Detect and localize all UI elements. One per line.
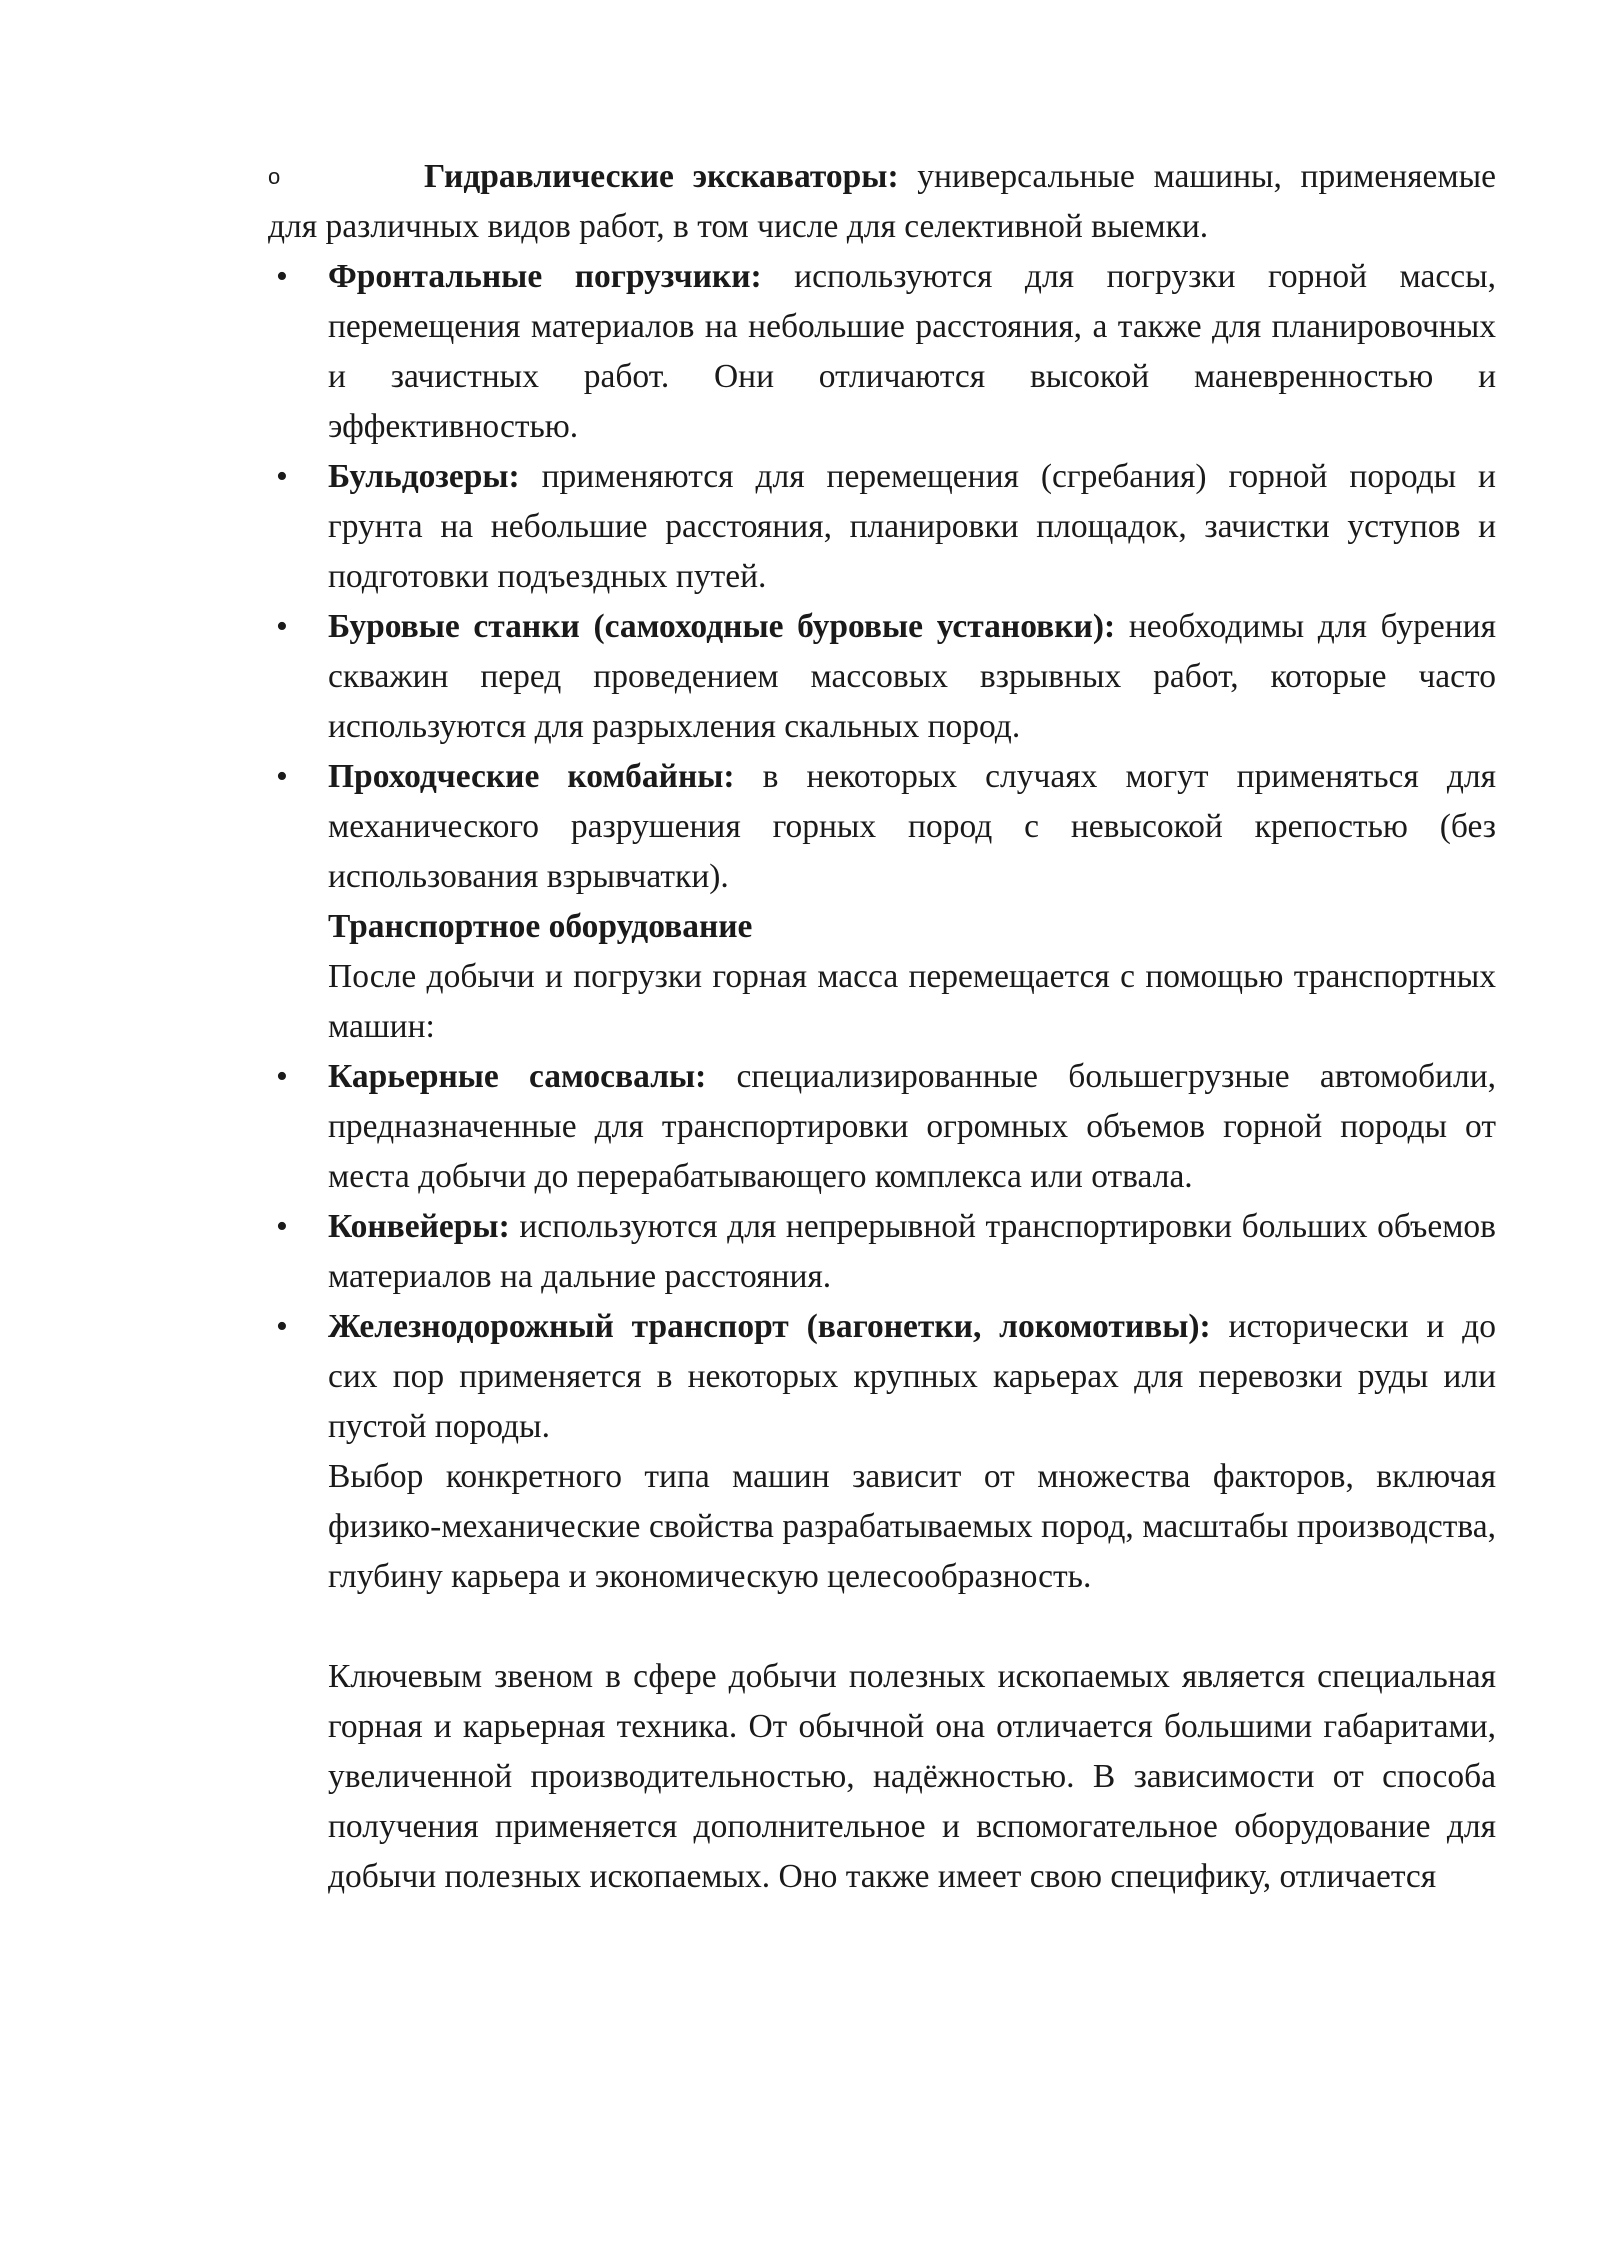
term: Гидравлические экскаваторы: — [424, 158, 899, 195]
description: универсальные машины, применяемые для различных видов работ, в том числе для селективной выемки. — [268, 158, 1496, 245]
list-item-drilling-rigs — [268, 602, 1496, 752]
bullet-icon: • — [276, 1208, 288, 1245]
bullet-icon: • — [276, 458, 288, 495]
description: необходимы для бурения скважин перед проведением массовых взрывных работ, которые часто используются для разрыхления скальных пород. — [328, 608, 1497, 745]
bullet-icon: • — [276, 1308, 288, 1345]
description: используются для непрерывной транспортировки больших объемов материалов на дальние расстояния. — [328, 1208, 1496, 1295]
list-item-conveyors — [268, 1202, 1496, 1302]
term: Проходческие комбайны: — [328, 758, 735, 795]
bullet-icon: • — [276, 1058, 288, 1095]
section-heading: Транспортное оборудование — [328, 908, 753, 945]
list-item-dump-trucks — [268, 1052, 1496, 1202]
term: Фронтальные погрузчики: — [328, 258, 762, 295]
bullet-icon: • — [276, 258, 288, 295]
transport-intro: После добычи и погрузки горная масса перемещается с помощью транспортных машин: — [328, 958, 1496, 1045]
list-item-bulldozers — [268, 452, 1496, 602]
conclusion-paragraph: Выбор конкретного типа машин зависит от множества факторов, включая физико-механические свойства разрабатываемых пород, масштабы производства, глубину карьера и экономическую целесообразность. — [328, 1458, 1496, 1595]
list-item-text — [328, 1302, 1496, 1452]
list-item-text — [268, 152, 1496, 252]
list-item-text — [328, 452, 1496, 602]
list-item-hydraulic-excavators — [268, 152, 1496, 252]
list-marker: o — [268, 164, 281, 189]
term: Буровые станки (самоходные буровые установки): — [328, 608, 1116, 645]
term: Конвейеры: — [328, 1208, 510, 1245]
description: специализированные большегрузные автомобили, предназначенные для транспортировки огромных объемов горной породы от места добычи до перерабатывающего комплекса или отвала. — [328, 1058, 1496, 1195]
term: Бульдозеры: — [328, 458, 520, 495]
description: в некоторых случаях могут применяться для механического разрушения горных пород с невысокой крепостью (без использования взрывчатки). — [328, 758, 1496, 895]
bullet-icon: • — [276, 758, 288, 795]
term: Карьерные самосвалы: — [328, 1058, 707, 1095]
document-body — [268, 152, 1496, 1902]
list-item-text — [328, 602, 1496, 752]
blank-line — [268, 1602, 1496, 1652]
list-item-railway-transport — [268, 1302, 1496, 1452]
closing-paragraph: Ключевым звеном в сфере добычи полезных ископаемых является специальная горная и карьерная техника. От обычной она отличается большими габаритами, увеличенной производительностью, надёжностью. В зависимости от способа получения применяется дополнительное и вспомогательное оборудование для добычи полезных ископаемых. Оно также имеет свою специфику, отличается — [328, 1658, 1496, 1895]
term: Железнодорожный транспорт (вагонетки, локомотивы): — [328, 1308, 1211, 1345]
list-item-text — [328, 1202, 1496, 1302]
list-item-text — [328, 1052, 1496, 1202]
description: используются для погрузки горной массы, перемещения материалов на небольшие расстояния, а также для планировочных и зачистных работ. Они отличаются высокой маневренностью и эффективностью. — [328, 258, 1496, 445]
list-item-front-loaders — [268, 252, 1496, 452]
bullet-icon: • — [276, 608, 288, 645]
list-item-text — [328, 252, 1496, 452]
description: применяются для перемещения (сгребания) горной породы и грунта на небольшие расстояния, планировки площадок, зачистки уступов и подготовки подъездных путей. — [328, 458, 1496, 595]
list-item-tunneling-machines — [268, 752, 1496, 902]
description: исторически и до сих пор применяется в некоторых крупных карьерах для перевозки руды или пустой породы. — [328, 1308, 1496, 1445]
list-item-text — [328, 752, 1496, 902]
